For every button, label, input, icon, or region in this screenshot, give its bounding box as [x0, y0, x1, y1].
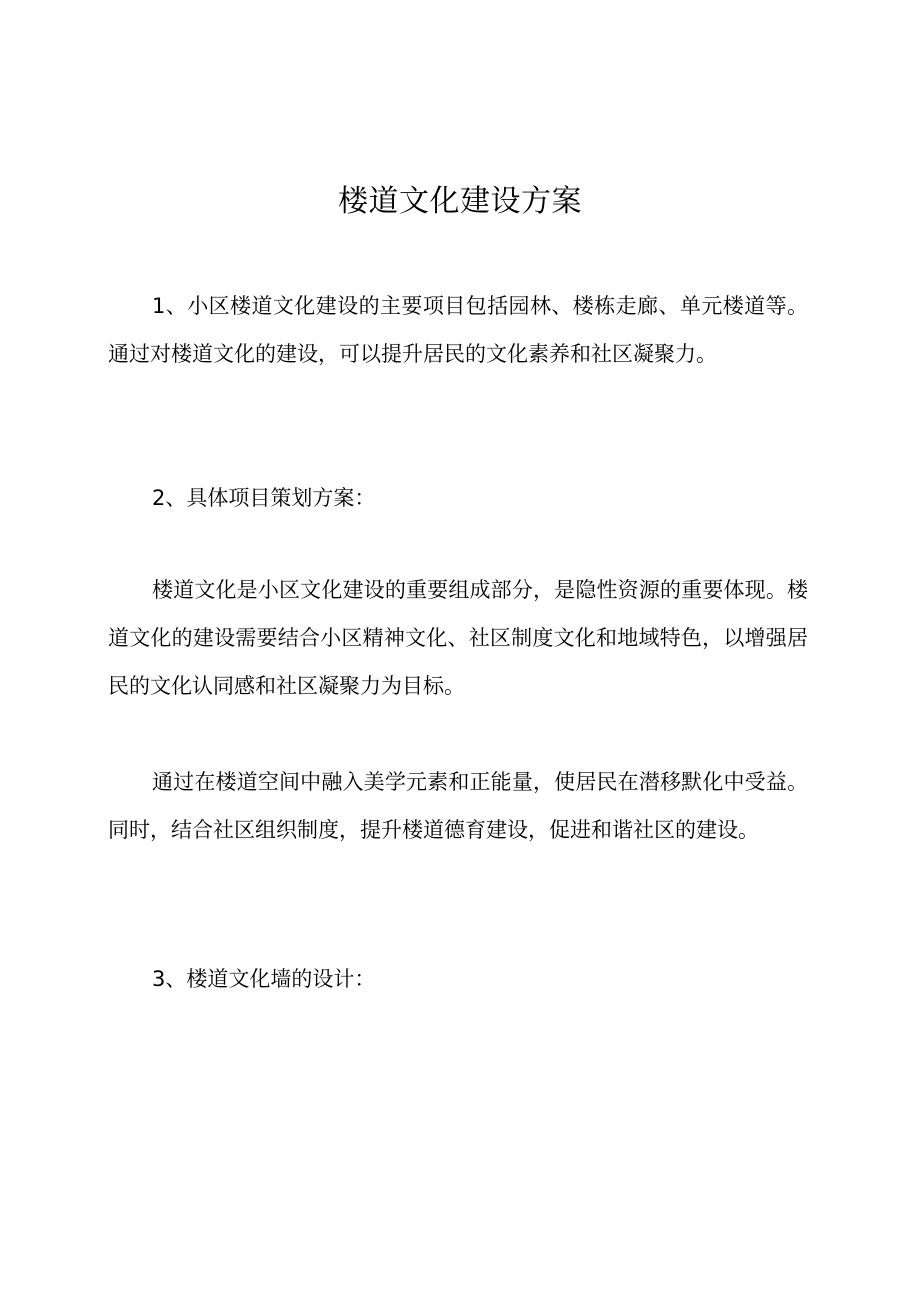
section-heading-project-plan: 2、具体项目策划方案：	[152, 486, 376, 510]
paragraph-project-overview: 1、小区楼道文化建设的主要项目包括园林、楼栋走廊、单元楼道等。通过对楼道文化的建设，可以提升居民的文化素养和社区凝聚力。	[108, 294, 808, 366]
paragraph-corridor-culture: 楼道文化是小区文化建设的重要组成部分，是隐性资源的重要体现。楼道文化的建设需要结合小区精神文化、社区制度文化和地域特色，以增强居民的文化认同感和社区凝聚力为目标。	[108, 578, 808, 698]
paragraph-aesthetic-elements: 通过在楼道空间中融入美学元素和正能量，使居民在潜移默化中受益。同时，结合社区组织制度，提升楼道德育建设，促进和谐社区的建设。	[108, 770, 808, 842]
document-title: 楼道文化建设方案	[338, 184, 582, 219]
section-heading-culture-wall: 3、楼道文化墙的设计：	[152, 967, 376, 991]
